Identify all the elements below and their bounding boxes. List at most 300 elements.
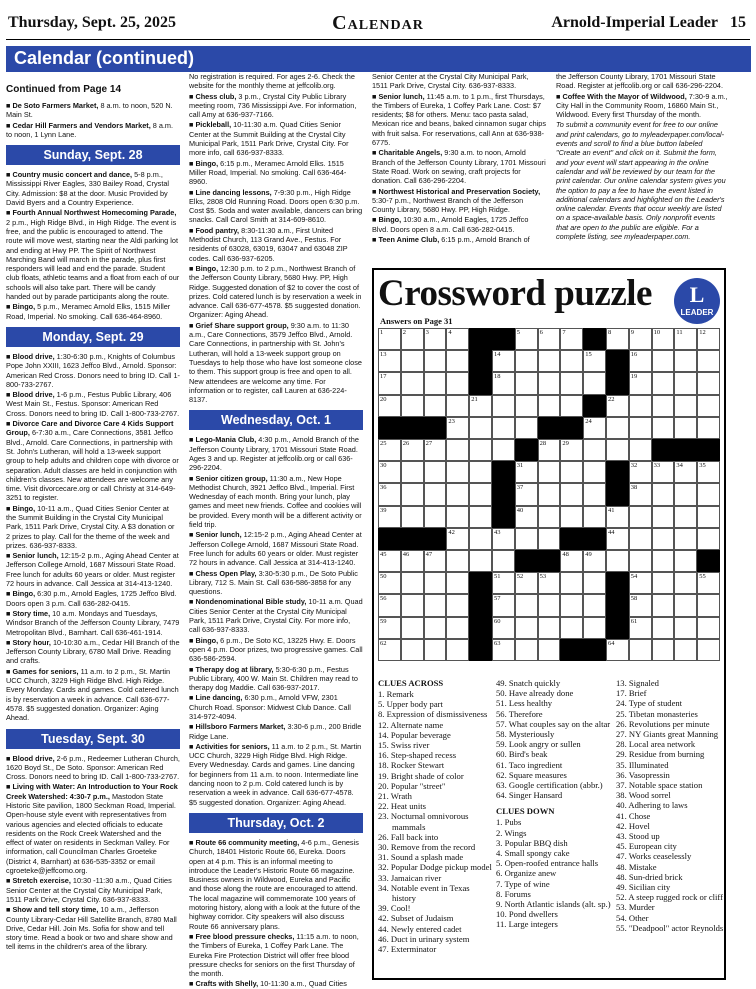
crossword-cell[interactable]: 42 [446, 528, 469, 550]
crossword-cell[interactable] [560, 350, 583, 372]
crossword-cell[interactable]: 13 [378, 350, 401, 372]
crossword-cell[interactable] [401, 594, 424, 616]
crossword-cell[interactable] [446, 550, 469, 572]
clue: 14. Popular beverage [378, 729, 451, 740]
event-listing: ■ Line dancing, 6:30 p.m., Arnold VFW, 2301 Church Road. Sponsor: Midwest Club Dance. Call 314-972-4094. [189, 693, 351, 721]
crossword-cell[interactable]: 17 [378, 372, 401, 394]
clue: 61. Taco ingredient [496, 759, 563, 770]
crossword-cell[interactable] [674, 617, 697, 639]
crossword-cell[interactable] [560, 506, 583, 528]
crossword-cell[interactable] [674, 594, 697, 616]
clues-across-list: CLUES ACROSS 1. Remark 5. Upper body part 8. Expression of dismissiveness 12. Alternate name 14. Popular beverage 15. Swiss river 16. Step-shaped recess 18. Rocker Stewart 19. Bright shade of color 20. Popular "street" 21. Wrath 22. Heat units 23. Nocturnal omnivorous mammals 26. Fall back into 30. Remove from the record 31. Sound a splash made 32. Popular Dodge pickup model 33. Jamaican river 34. Notable event in Texas history 39. Cool! 42. Subset of Judaism 44. Newly entered cadet 46. Duct in urinary system 47. Exterminator [378, 678, 492, 955]
clue: 46. Duct in urinary system [378, 933, 470, 944]
crossword-cell[interactable] [515, 617, 538, 639]
crossword-cell[interactable] [446, 617, 469, 639]
crossword-cell[interactable] [583, 594, 606, 616]
clue: 54. Other [616, 912, 649, 923]
crossword-cell[interactable] [446, 439, 469, 461]
crossword-cell[interactable]: 51 [492, 572, 515, 594]
crossword-cell[interactable] [538, 639, 561, 661]
crossword-cell[interactable]: 48 [560, 550, 583, 572]
clue: 29. Residue from burning [616, 749, 705, 760]
crossword-cell[interactable] [424, 594, 447, 616]
crossword-black-square [515, 550, 538, 572]
crossword-cell[interactable]: 4 [446, 328, 469, 350]
crossword-cell[interactable] [492, 439, 515, 461]
crossword-cell[interactable]: 46 [401, 550, 424, 572]
event-listing: ■ Coffee With the Mayor of Wildwood, 7:30-9 a.m., City Hall in the Community Room, 16860 Main St., Wildwood. Every first Thursday of the month. [556, 91, 728, 120]
crossword-cell[interactable] [538, 528, 561, 550]
crossword-cell[interactable] [697, 372, 720, 394]
clue: 5. Upper body part [378, 699, 443, 710]
crossword-cell[interactable]: 22 [606, 395, 629, 417]
event-listing: ■ Cedar Hill Farmers and Vendors Market, 8 a.m. to noon, 1 Lynn Lane. [6, 120, 174, 139]
crossword-cell[interactable]: 47 [424, 550, 447, 572]
crossword-cell[interactable] [446, 483, 469, 505]
crossword-cell[interactable] [560, 372, 583, 394]
crossword-cell[interactable]: 58 [629, 594, 652, 616]
crossword-cell[interactable] [515, 639, 538, 661]
crossword-cell[interactable]: 8 [606, 328, 629, 350]
crossword-cell[interactable] [446, 372, 469, 394]
day-header: Thursday, Oct. 2 [189, 813, 363, 833]
crossword-cell[interactable] [515, 395, 538, 417]
crossword-cell[interactable] [401, 461, 424, 483]
clue: 15. Swiss river [378, 740, 430, 751]
day-header: Wednesday, Oct. 1 [189, 410, 363, 430]
clue: 47. Works ceaselessly [616, 851, 692, 862]
crossword-cell[interactable]: 55 [697, 572, 720, 594]
crossword-cell[interactable]: 59 [378, 617, 401, 639]
crossword-cell[interactable] [583, 439, 606, 461]
clue: 18. Rocker Stewart [378, 760, 445, 771]
crossword-box [372, 268, 726, 980]
crossword-cell[interactable]: 39 [378, 506, 401, 528]
crossword-cell[interactable] [629, 550, 652, 572]
crossword-cell[interactable] [515, 350, 538, 372]
crossword-cell[interactable] [424, 572, 447, 594]
crossword-cell[interactable] [583, 461, 606, 483]
crossword-black-square [492, 483, 515, 505]
clue: 7. Type of wine [496, 878, 550, 889]
clue: 42. Subset of Judaism [378, 913, 454, 924]
clue: 53. Murder [616, 902, 655, 913]
crossword-cell[interactable] [424, 639, 447, 661]
event-listing: ■ De Soto Farmers Market, 8 a.m. to noon, 520 N. Main St. [6, 101, 173, 120]
crossword-cell[interactable] [538, 461, 561, 483]
crossword-cell[interactable]: 37 [515, 483, 538, 505]
crossword-cell[interactable]: 38 [629, 483, 652, 505]
crossword-cell[interactable]: 45 [378, 550, 401, 572]
crossword-cell[interactable] [674, 417, 697, 439]
column-2 [189, 72, 363, 989]
crossword-cell[interactable] [652, 528, 675, 550]
clue: 49. Sicilian city [616, 882, 671, 893]
crossword-cell[interactable] [424, 506, 447, 528]
crossword-cell[interactable]: 18 [492, 372, 515, 394]
crossword-cell[interactable] [629, 417, 652, 439]
crossword-cell[interactable] [583, 572, 606, 594]
crossword-cell[interactable]: 7 [560, 328, 583, 350]
clue: 63. Google certification (abbr.) [496, 780, 603, 791]
crossword-cell[interactable]: 25 [378, 439, 401, 461]
crossword-cell[interactable]: 54 [629, 572, 652, 594]
crossword-cell[interactable] [446, 572, 469, 594]
clue: 60. Bird's beak [496, 749, 548, 760]
crossword-cell[interactable] [674, 572, 697, 594]
crossword-cell[interactable]: 36 [378, 483, 401, 505]
crossword-cell[interactable] [674, 395, 697, 417]
event-listing: ■ Bingo, 6 p.m., De Soto KC, 13225 Hwy. E. Doors open 4 p.m. Door prizes, two progressive games. Call 636-586-2594. [189, 635, 363, 664]
crossword-cell[interactable] [401, 483, 424, 505]
clue: 52. A steep rugged rock or cliff [616, 892, 723, 903]
crossword-cell[interactable] [697, 483, 720, 505]
clues-down-list [616, 678, 726, 933]
crossword-cell[interactable] [652, 395, 675, 417]
clue: 35. Illuminated [616, 759, 669, 770]
crossword-cell[interactable]: 3 [424, 328, 447, 350]
event-listing: ■ Free blood pressure checks, 11:15 a.m. to noon, the Timbers of Eureka, 1 Coffey Park Lane. The Eureka Fire Protection District will offer free blood pressure checks for seniors on the first Thursday of the month. [189, 931, 359, 979]
clue: 19. Bright shade of color [378, 770, 464, 781]
clue: 45. European city [616, 841, 677, 852]
crossword-cell[interactable] [560, 461, 583, 483]
crossword-black-square [583, 395, 606, 417]
crossword-cell[interactable]: 52 [515, 572, 538, 594]
crossword-cell[interactable]: 27 [424, 439, 447, 461]
crossword-cell[interactable] [469, 461, 492, 483]
crossword-cell[interactable]: 34 [674, 461, 697, 483]
clue: 1. Remark [378, 689, 414, 699]
crossword-cell[interactable] [401, 395, 424, 417]
crossword-black-square [583, 328, 606, 350]
clue: 1. Pubs [496, 817, 522, 828]
event-listing: ■ Nondenominational Bible study, 10-11 a.m. Quad Cities Senior Center at the Crystal City Municipal Park, 1511 Park Drive, Crystal City. For more info, call 636-937-8333. [189, 597, 363, 635]
crossword-black-square [492, 506, 515, 528]
crossword-cell[interactable] [652, 572, 675, 594]
clue: 34. Notable event in Texas history [378, 882, 470, 904]
crossword-cell[interactable] [492, 395, 515, 417]
crossword-cell[interactable]: 12 [697, 328, 720, 350]
crossword-cell[interactable] [424, 617, 447, 639]
crossword-cell[interactable]: 35 [697, 461, 720, 483]
crossword-cell[interactable]: 19 [629, 372, 652, 394]
event-listing: ■ Therapy dog at library, 5:30-6:30 p.m., Festus Public Library, 400 W. Main St. Children may read to therapy dog Maddie. Call 636-937-2017. [189, 664, 358, 693]
crossword-cell[interactable] [515, 528, 538, 550]
crossword-cell[interactable]: 15 [583, 350, 606, 372]
crossword-cell[interactable] [697, 395, 720, 417]
crossword-cell[interactable] [697, 594, 720, 616]
crossword-cell[interactable]: 2 [401, 328, 424, 350]
crossword-cell[interactable]: 20 [378, 395, 401, 417]
crossword-title: Crossword puzzle [378, 273, 652, 314]
crossword-cell[interactable] [446, 506, 469, 528]
crossword-answers-note: Answers on Page 31 [380, 316, 453, 326]
crossword-cell[interactable] [629, 506, 652, 528]
crossword-black-square [606, 372, 629, 394]
publication-name: Arnold-Imperial Leader 15 [551, 14, 746, 31]
crossword-cell[interactable] [606, 550, 629, 572]
crossword-cell[interactable]: 57 [492, 594, 515, 616]
crossword-cell[interactable] [583, 506, 606, 528]
crossword-cell[interactable]: 23 [446, 417, 469, 439]
crossword-cell[interactable] [652, 372, 675, 394]
clue: 16. Step-shaped recess [378, 750, 457, 761]
crossword-black-square [674, 439, 697, 461]
crossword-cell[interactable] [401, 639, 424, 661]
crossword-cell[interactable] [652, 417, 675, 439]
crossword-cell[interactable]: 33 [652, 461, 675, 483]
crossword-black-square [560, 528, 583, 550]
crossword-cell[interactable] [469, 550, 492, 572]
crossword-cell[interactable] [697, 617, 720, 639]
crossword-cell[interactable]: 40 [515, 506, 538, 528]
crossword-black-square [469, 350, 492, 372]
crossword-cell[interactable] [674, 372, 697, 394]
day-header: Tuesday, Sept. 30 [6, 729, 180, 749]
clue: 6. Organize anew [496, 868, 557, 879]
crossword-cell[interactable]: 44 [606, 528, 629, 550]
crossword-cell[interactable] [515, 417, 538, 439]
event-listing: ■ Senior lunch, 12:15-2 p.m., Aging Ahead Center at Jefferson College Arnold, 1687 Missouri State Road. Free lunch for adults 60 years or older. Must register 72 hours in advance. Call Jessica at 314-413-1240. [6, 551, 179, 589]
crossword-cell[interactable]: 41 [606, 506, 629, 528]
clue: 40. Adhering to laws [616, 800, 688, 811]
crossword-cell[interactable]: 49 [583, 550, 606, 572]
crossword-cell[interactable]: 43 [492, 528, 515, 550]
crossword-cell[interactable] [424, 483, 447, 505]
crossword-cell[interactable]: 32 [629, 461, 652, 483]
crossword-cell[interactable]: 11 [674, 328, 697, 350]
crossword-cell[interactable] [424, 395, 447, 417]
event-listing: ■ Food pantry, 8:30-11:30 a.m., First United Methodist Church, 113 Grand Ave., Festus. For residents of 63028, 63019, 63047 and 63048 ZIP codes. Call 636-937-6205. [189, 225, 348, 263]
clue: 26. Fall back into [378, 831, 439, 842]
clues-across-down-list: 49. Snatch quickly 50. Have already done 51. Less healthy 56. Therefore 57. What couples say on the altar 58. Mysteriously 59. Look angry or sullen 60. Bird's beak 61. Taco ingredient 62. Square measures 63. Google certification (abbr.) 64. Singer Hansard CLUES DOWN 1. Pubs 2. Wings 3. Popular BBQ dish 4. Small spongy cake 5. Open-roofed entrance halls 6. Organize anew 7. Type of wine 8. Forums 9. North Atlantic islands (alt. sp.) 10. Pond dwellers 11. Large integers [496, 678, 611, 930]
crossword-cell[interactable] [629, 639, 652, 661]
crossword-cell[interactable] [583, 617, 606, 639]
crossword-cell[interactable] [652, 639, 675, 661]
crossword-cell[interactable] [697, 639, 720, 661]
crossword-cell[interactable] [401, 372, 424, 394]
event-listing: ■ Chess club, 3 p.m., Crystal City Public Library meeting room, 736 Mississippi Ave. For information, call Amy at 636-937-7166. [189, 91, 357, 120]
crossword-cell[interactable]: 61 [629, 617, 652, 639]
crossword-black-square [697, 550, 720, 572]
page-header [0, 0, 756, 42]
crossword-cell[interactable]: 14 [492, 350, 515, 372]
crossword-cell[interactable] [652, 506, 675, 528]
crossword-cell[interactable]: 24 [583, 417, 606, 439]
crossword-cell[interactable] [401, 617, 424, 639]
crossword-black-square [606, 483, 629, 505]
crossword-cell[interactable] [629, 395, 652, 417]
crossword-cell[interactable] [697, 350, 720, 372]
clue: 38. Wood sorrel [616, 790, 671, 801]
crossword-cell[interactable] [606, 417, 629, 439]
crossword-cell[interactable] [652, 617, 675, 639]
event-listing: ■ Teen Anime Club, 6:15 p.m., Arnold Branch of [372, 235, 530, 245]
crossword-cell[interactable]: 1 [378, 328, 401, 350]
crossword-cell[interactable] [538, 483, 561, 505]
crossword-black-square [378, 528, 401, 550]
crossword-cell[interactable] [469, 506, 492, 528]
crossword-cell[interactable]: 10 [652, 328, 675, 350]
crossword-grid[interactable] [378, 328, 720, 661]
crossword-black-square [469, 372, 492, 394]
crossword-cell[interactable]: 50 [378, 572, 401, 594]
submit-event-note: To submit a community event for free to our online and print calendars, go to myleaderpaper.com/local-events and scroll to find a blue button labeled "Create an event" and click on it. Submit the form, and your event will start appearing in the online calendar and will be reviewed by our team for the print calendar. Our online calendar system gives you the option to pay a fee to have the event listed in additional calendars and highlighted on the Leader's online calendar. Events that occur weekly are listed on a space-available basis. Only nonprofit events that are open to the public are eligible. For a complete listing, see myleaderpaper.com. [556, 120, 726, 242]
crossword-cell[interactable] [446, 395, 469, 417]
crossword-cell[interactable] [538, 372, 561, 394]
event-listing: Senior Center at the Crystal City Municipal Park, 1511 Park Drive, Crystal City. 636-937-8333. [372, 72, 529, 91]
crossword-cell[interactable] [674, 528, 697, 550]
crossword-cell[interactable] [652, 350, 675, 372]
crossword-cell[interactable] [629, 439, 652, 461]
crossword-cell[interactable] [446, 594, 469, 616]
crossword-cell[interactable]: 9 [629, 328, 652, 350]
leader-logo: L LEADER [674, 278, 720, 324]
clue: 59. Look angry or sullen [496, 739, 581, 750]
crossword-cell[interactable] [538, 506, 561, 528]
crossword-cell[interactable] [492, 550, 515, 572]
crossword-cell[interactable] [401, 350, 424, 372]
clue: 56. Therefore [496, 708, 543, 719]
day-header: Sunday, Sept. 28 [6, 145, 180, 165]
crossword-cell[interactable] [697, 528, 720, 550]
event-listing: ■ Story hour, 10-10:30 a.m., Cedar Hill Branch of the Jefferson County Library, 6780 Mall Drive. Reading and crafts. [6, 637, 180, 666]
clue: 17. Brief [616, 688, 647, 699]
clue: 57. What couples say on the altar [496, 718, 611, 729]
crossword-cell[interactable]: 53 [538, 572, 561, 594]
crossword-cell[interactable]: 62 [378, 639, 401, 661]
crossword-cell[interactable]: 29 [560, 439, 583, 461]
header-rule [6, 39, 750, 40]
clue: 37. Notable space station [616, 780, 703, 791]
crossword-cell[interactable] [401, 572, 424, 594]
event-listing: ■ Living with Water: An Introduction to Your Rock Creek Watershed: 4:30-7 p.m., Mastodon State Historic Site pavilion, 1800 Seckman Road, Imperial. Open-house style event with representatives from various agencies and elected officials to educate residents on the Rock Creek Watershed and the effect of water on residents in Seckman Valley. For information, call Councilman Charles Groeteke (District 4, Barnhart) at 636-535-3352 or email cgroeteke@jeffcomo.org. [6, 782, 178, 876]
event-listing: ■ Charitable Angels, 9:30 a.m. to noon, Arnold Branch of the Jefferson County Library, 1701 Missouri State Road. Work on sewing, craft projects for donation. Call 636-296-2204. [372, 148, 546, 186]
page-number: 15 [730, 14, 746, 31]
column-3 [372, 72, 546, 268]
clue: 4. Small spongy cake [496, 848, 570, 859]
clue: 5. Open-roofed entrance halls [496, 858, 599, 869]
crossword-black-square [469, 617, 492, 639]
crossword-cell[interactable]: 6 [538, 328, 561, 350]
event-listing: ■ Fourth Annual Northwest Homecoming Parade, 2 p.m., High Ridge Blvd., in High Ridge. The event is free, and the public is encouraged to attend. The route will move west, starting near the Aldi parking lot and ending at Hwy PP. The Spirit of Northwest Marching Band will march in the parade, plus first responders will lead and end the parade. Student club floats, athletic teams and a float from each of our schools will also take part. There will be candy handed out by parade participants along the route. [6, 208, 180, 302]
crossword-black-square [401, 417, 424, 439]
crossword-cell[interactable] [560, 594, 583, 616]
crossword-cell[interactable] [424, 461, 447, 483]
crossword-cell[interactable] [560, 617, 583, 639]
crossword-cell[interactable] [583, 372, 606, 394]
clue: 11. Large integers [496, 919, 558, 930]
crossword-cell[interactable] [674, 506, 697, 528]
crossword-cell[interactable] [652, 550, 675, 572]
crossword-cell[interactable] [469, 439, 492, 461]
event-listing: ■ Blood drive, 1:30-6:30 p.m., Knights of Columbus Pope John XXIII, 1623 Jeffco Blvd., Arnold. Sponsor: American Red Cross. Donors need to bring ID. Call 1-800-733-2767. [6, 351, 180, 389]
crossword-cell[interactable] [515, 594, 538, 616]
crossword-cell[interactable] [560, 483, 583, 505]
crossword-cell[interactable] [606, 439, 629, 461]
event-listing: ■ Stretch exercise, 10:30 -11:30 a.m., Quad Cities Senior Center at the Crystal City Municipal Park, 1511 Park Drive, Crystal City. 636-937-8333. [6, 876, 172, 904]
crossword-black-square [560, 417, 583, 439]
crossword-cell[interactable] [424, 350, 447, 372]
crossword-cell[interactable]: 60 [492, 617, 515, 639]
crossword-cell[interactable] [629, 528, 652, 550]
crossword-cell[interactable]: 16 [629, 350, 652, 372]
crossword-cell[interactable]: 63 [492, 639, 515, 661]
clue: 42. Hovel [616, 820, 650, 831]
clue: 41. Chose [616, 810, 651, 821]
event-listing: ■ Route 66 community meeting, 4-6 p.m., Genesis Church, 18401 Historic Route 66, Eureka. Doors open at 4 p.m. This is an informal meeting to introduce the Leader's Historic Route 66 magazine. Business owners in Wildwood, Eureka and Pacific and those along the route are encouraged to attend. The local magazine will commemorate 100 years of motoring history, along with a look at the future of the highway corridor. City speakers will also discuss Route 66 anniversary plans. [189, 837, 361, 931]
crossword-cell[interactable] [538, 617, 561, 639]
crossword-cell[interactable] [492, 417, 515, 439]
event-listing: ■ Pickleball, 10-11:30 a.m. Quad Cities Senior Center at the Summit Building at the Crystal City Municipal Park, 1511 Park Drive, Crystal City. For more info, call 636-937-8333. [189, 120, 349, 158]
crossword-cell[interactable] [538, 395, 561, 417]
crossword-cell[interactable] [560, 572, 583, 594]
crossword-cell[interactable] [674, 483, 697, 505]
crossword-cell[interactable]: 28 [538, 439, 561, 461]
clue: 13. Signaled [616, 678, 659, 688]
crossword-cell[interactable] [652, 483, 675, 505]
crossword-cell[interactable]: 26 [401, 439, 424, 461]
event-listing: ■ Bingo, 5 p.m., Meramec Arnold Elks, 1515 Miller Road, Imperial. No smoking. Call 636-464-8960. [6, 302, 171, 321]
clue: 43. Stood up [616, 831, 660, 842]
clue: 27. NY Giants great Manning [616, 729, 719, 740]
clue: 23. Nocturnal omnivorous mammals [378, 811, 469, 832]
crossword-cell[interactable] [424, 372, 447, 394]
crossword-cell[interactable] [469, 528, 492, 550]
clue: 39. Cool! [378, 903, 411, 914]
clue: 24. Type of student [616, 698, 683, 709]
event-listing: ■ Games for seniors, 11 a.m. to 2 p.m., St. Martin UCC Church, 3229 High Ridge Blvd. High Ridge. Every Monday. Cards and games. Cold catered lunch is by reservation a week in advance. Call 636-677-4578. $5 suggested donation. Organizer: Aging Ahead. [6, 666, 179, 723]
crossword-black-square [401, 528, 424, 550]
crossword-cell[interactable] [697, 417, 720, 439]
crossword-cell[interactable] [674, 350, 697, 372]
clue: 28. Local area network [616, 739, 696, 750]
crossword-cell[interactable] [583, 483, 606, 505]
column-1 [6, 78, 180, 981]
crossword-cell[interactable] [515, 372, 538, 394]
crossword-cell[interactable]: 21 [469, 395, 492, 417]
clue: 50. Have already done [496, 688, 574, 699]
crossword-cell[interactable] [560, 395, 583, 417]
crossword-cell[interactable]: 56 [378, 594, 401, 616]
clue: 30. Remove from the record [378, 842, 476, 853]
crossword-cell[interactable]: 30 [378, 461, 401, 483]
crossword-cell[interactable]: 31 [515, 461, 538, 483]
crossword-cell[interactable] [401, 506, 424, 528]
crossword-cell[interactable] [446, 639, 469, 661]
crossword-cell[interactable] [469, 417, 492, 439]
crossword-cell[interactable] [674, 639, 697, 661]
crossword-cell[interactable]: 5 [515, 328, 538, 350]
crossword-cell[interactable] [469, 483, 492, 505]
crossword-cell[interactable] [446, 461, 469, 483]
crossword-cell[interactable] [446, 350, 469, 372]
clue: 21. Wrath [378, 791, 412, 802]
clue: 8. Forums [496, 888, 531, 899]
crossword-cell[interactable] [674, 550, 697, 572]
event-listing: ■ Bingo, 6:15 p.m., Meramec Arnold Elks. 1515 Miller Road, Imperial. No smoking. Call 636-464-8960. [189, 158, 347, 187]
event-listing: ■ Chess Open Play, 3:30-5:30 p.m., De Soto Public Library, 712 S. Main St. Call 636-586-3858 for any questions. [189, 568, 358, 597]
crossword-cell[interactable] [538, 350, 561, 372]
crossword-cell[interactable] [538, 594, 561, 616]
crossword-cell[interactable] [697, 506, 720, 528]
clue: 22. Heat units [378, 801, 426, 812]
clue: 32. Popular Dodge pickup model [378, 862, 492, 873]
crossword-cell[interactable]: 64 [606, 639, 629, 661]
event-listing: ■ Blood drive, 2-6 p.m., Redeemer Lutheran Church, 1620 Boyd St., De Soto. Sponsor: American Red Cross. Donors need to bring ID. Call 1-800-733-2767. [6, 753, 180, 782]
crossword-cell[interactable] [652, 594, 675, 616]
clue: 20. Popular "street" [378, 780, 446, 791]
